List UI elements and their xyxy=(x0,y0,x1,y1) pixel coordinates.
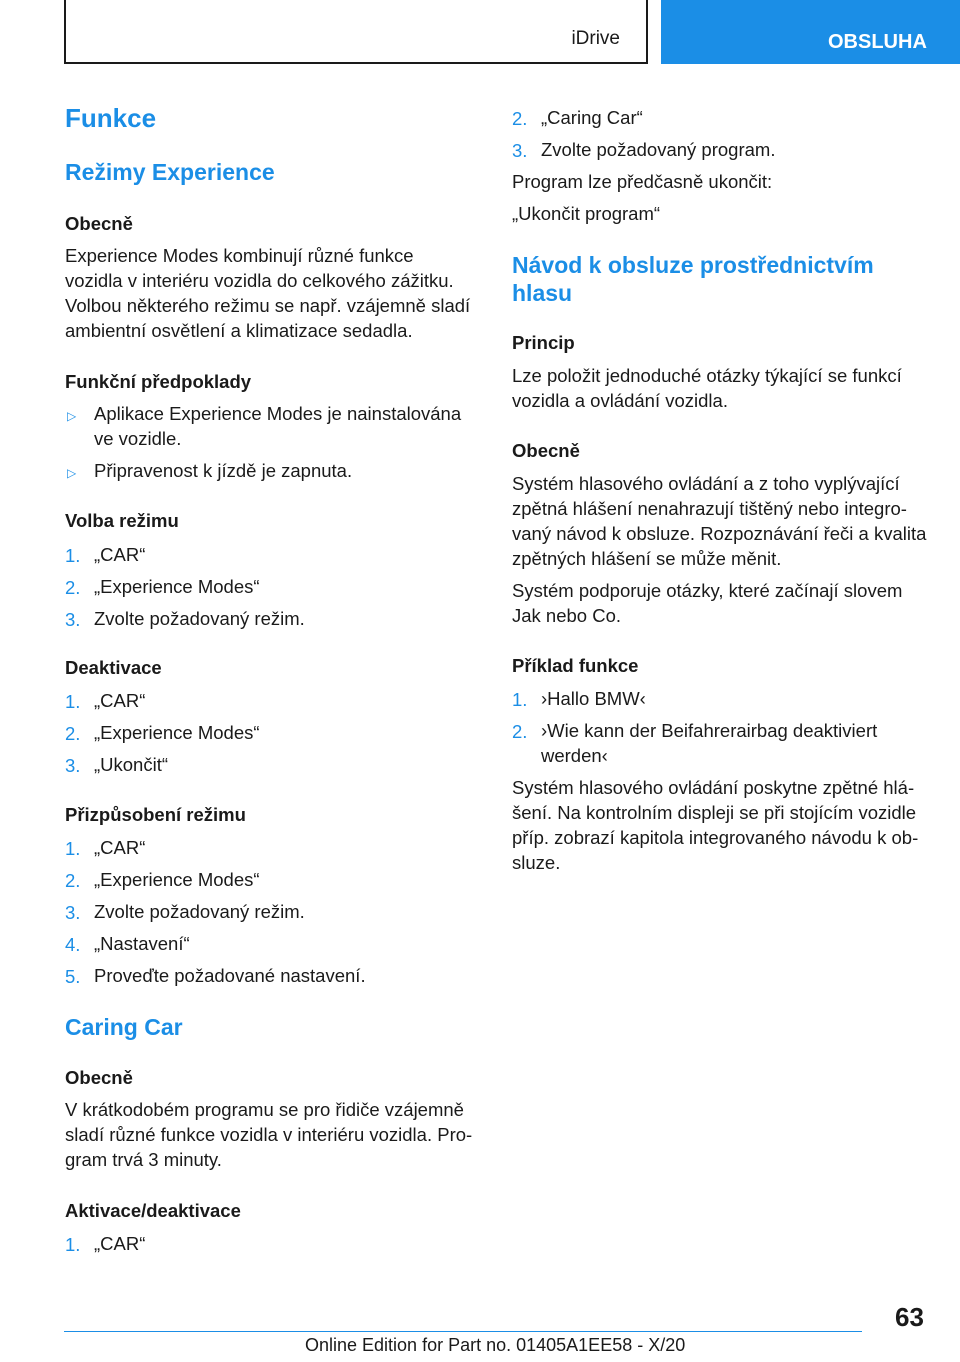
list-item-prizpusobeni: Zvolte požadovaný režim. xyxy=(94,901,305,922)
subsection-title-caring-car: Caring Car xyxy=(65,1014,183,1040)
header-bar xyxy=(64,0,648,64)
paragraph-caring-obecne: V krátkodobém programu se pro řidiče vzájemně sladí různé funkce vozidla v interiéru vozidla. Pro- gram trvá 3 minuty. xyxy=(65,1099,473,1170)
list-item-priklad: ›Hallo BMW‹ xyxy=(541,688,646,709)
paragraph-program: Program lze předčasně ukončit: xyxy=(512,171,773,192)
list-number: 1. xyxy=(512,689,528,710)
list-number: 4. xyxy=(65,934,81,955)
list-number: 2. xyxy=(65,723,81,744)
header-chapter-tab: OBSLUHA xyxy=(661,0,960,64)
section-title: Funkce xyxy=(65,103,157,133)
list-number: 1. xyxy=(65,545,81,566)
list-item-priklad: ›Wie kann der Beifahrerairbag deaktiviert werden‹ xyxy=(541,720,878,766)
list-number: 3. xyxy=(65,902,81,923)
page-number: 63 xyxy=(895,1302,924,1332)
list-item-prizpusobeni: „CAR“ xyxy=(94,837,146,858)
subsection-title-navod: Návod k obsluze prostřednictvím hlasu xyxy=(512,252,874,306)
paragraph-ukoncit: „Ukončit program“ xyxy=(512,203,661,224)
list-item-deaktivace: „CAR“ xyxy=(94,690,146,711)
list-item-aktivace: „CAR“ xyxy=(94,1233,146,1254)
list-number: 3. xyxy=(512,140,528,161)
paragraph-obecne-right-1: Systém hlasového ovládání a z toho vyplývající zpětná hlášení nenahrazují tištěný nebo integro- vaný návod k obsluze. Rozpoznávání řeči a kvalita zpětných hlášení se může měnit. xyxy=(512,473,927,569)
paragraph-princip: Lze položit jednoduché otázky týkající se funkcí vozidla a ovládání vozidla. xyxy=(512,365,902,411)
footer-edition-text: Online Edition for Part no. 01405A1EE58 - X/20 xyxy=(305,1335,686,1355)
list-item-volba: Zvolte požadovaný režim. xyxy=(94,608,305,629)
list-item-deaktivace: „Experience Modes“ xyxy=(94,722,260,743)
triangle-bullet-icon: ▷ xyxy=(67,409,77,423)
list-number: 3. xyxy=(65,609,81,630)
list-item-caring: „Caring Car“ xyxy=(541,107,643,128)
heading-princip: Princip xyxy=(512,332,575,353)
heading-volba: Volba režimu xyxy=(65,510,179,531)
list-number: 1. xyxy=(65,1234,81,1255)
list-item-predpoklad: Připravenost k jízdě je zapnuta. xyxy=(94,460,353,481)
heading-obecne: Obecně xyxy=(65,213,133,234)
heading-obecne-right: Obecně xyxy=(512,440,580,461)
list-item-prizpusobeni: „Nastavení“ xyxy=(94,933,190,954)
list-item-prizpusobeni: „Experience Modes“ xyxy=(94,869,260,890)
list-item-volba: „CAR“ xyxy=(94,544,146,565)
list-number: 2. xyxy=(512,721,528,742)
heading-predpoklady: Funkční předpoklady xyxy=(65,371,252,392)
list-number: 2. xyxy=(65,870,81,891)
list-item-volba: „Experience Modes“ xyxy=(94,576,260,597)
list-number: 1. xyxy=(65,691,81,712)
list-item-deaktivace: „Ukončit“ xyxy=(94,754,169,775)
list-number: 2. xyxy=(512,108,528,129)
footer-divider xyxy=(64,1331,862,1332)
subsection-title-experience: Režimy Experience xyxy=(65,159,275,185)
list-item-prizpusobeni: Proveďte požadované nastavení. xyxy=(94,965,366,986)
list-number: 3. xyxy=(65,755,81,776)
list-number: 2. xyxy=(65,577,81,598)
list-number: 1. xyxy=(65,838,81,859)
heading-aktivace: Aktivace/deaktivace xyxy=(65,1200,241,1221)
list-number: 5. xyxy=(65,966,81,987)
header-section-label: iDrive xyxy=(571,28,620,49)
paragraph-obecne: Experience Modes kombinují různé funkce vozidla v interiéru vozidla do celkového zážitku. Volbou některého režimu se např. vzájemně sladí ambientní osvětlení a klimatizace sedadla. xyxy=(65,245,471,341)
triangle-bullet-icon: ▷ xyxy=(67,466,77,480)
heading-caring-obecne: Obecně xyxy=(65,1067,133,1088)
paragraph-priklad: Systém hlasového ovládání poskytne zpětné hlá- šení. Na kontrolním displeji se při stojícím vozidle příp. zobrazí kapitola integrovaného návodu k ob- sluze. xyxy=(512,777,919,873)
heading-prizpusobeni: Přizpůsobení režimu xyxy=(65,804,246,825)
heading-deaktivace: Deaktivace xyxy=(65,657,162,678)
heading-priklad: Příklad funkce xyxy=(512,655,639,676)
paragraph-obecne-right-2: Systém podporuje otázky, které začínají slovem Jak nebo Co. xyxy=(512,580,903,626)
list-item-caring: Zvolte požadovaný program. xyxy=(541,139,776,160)
list-item-predpoklad: Aplikace Experience Modes je nainstalována ve vozidle. xyxy=(94,403,462,449)
